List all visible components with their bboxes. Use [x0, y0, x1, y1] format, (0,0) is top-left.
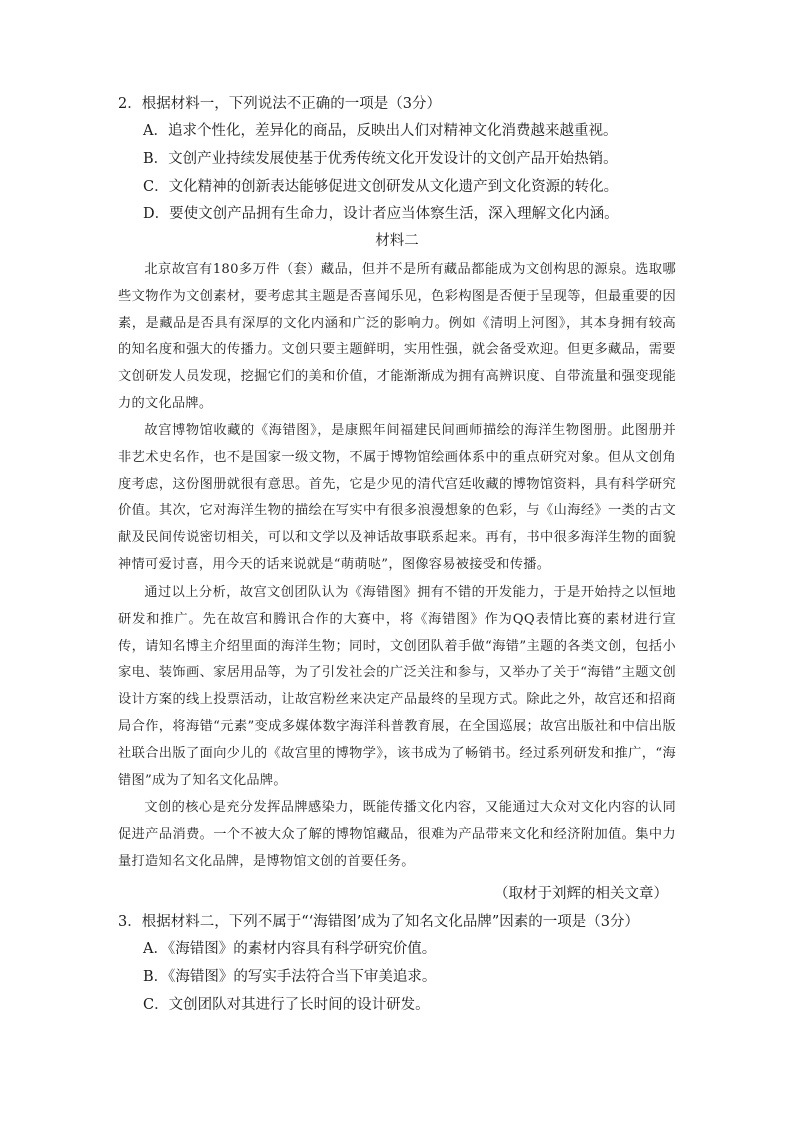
material-2-paragraph-1: 北京故宫有180多万件（套）藏品，但并不是所有藏品都能成为文创构思的源泉。选取哪些文物作为文创素材，要考虑其主题是否喜闻乐见，色彩构图是否便于呈现等，但最重要的因素，是藏品是否具有深厚的文化内涵和广泛的影响力。例如《清明上河图》，其本身拥有较高的知名度和强大的传播力。文创只要主题鲜明，实用性强，就会备受欢迎。但更多藏品，需要文创研发人员发现，挖掘它们的美和价值，才能渐渐成为拥有高辨识度、自带流量和强变现能力的文化品牌。 [118, 262, 676, 411]
material-2-paragraph-3: 通过以上分析，故宫文创团队认为《海错图》拥有不错的开发能力，于是开始持之以恒地研发和推广。先在故宫和腾讯合作的大赛中，将《海错图》作为QQ表情比赛的素材进行宣传，请知名博主介绍里面的海洋生物；同时，文创团队着手做“海错”主题的各类文创，包括小家电、装饰画、家居用品等，为了引发社会的广泛关注和参与，又举办了关于“海错”主题文创设计方案的线上投票活动，让故宫粉丝来决定产品最终的呈现方式。除此之外，故宫还和招商局合作，将海错“元素”变成多媒体数字海洋科普教育展，在全国巡展；故宫出版社和中信出版社联合出版了面向少儿的《故宫里的博物学》，该书成为了畅销书。经过系列研发和推广，“海错图”成为了知名文化品牌。 [118, 585, 676, 788]
question-2-option-b: B．文创产业持续发展使基于优秀传统文化开发设计的文创产品开始热销。 [143, 151, 618, 167]
material-2-heading: 材料二 [375, 233, 419, 249]
question-2-option-d: D．要使文创产品拥有生命力，设计者应当体察生活，深入理解文化内涵。 [143, 206, 619, 222]
material-2-source: （取材于刘辉的相关文章） [494, 886, 668, 902]
question-2-stem: 2．根据材料一，下列说法不正确的一项是（3分） [118, 96, 441, 112]
question-3-option-c: C．文创团队对其进行了长时间的设计研发。 [143, 997, 430, 1013]
question-3-stem: 3．根据材料二，下列不属于“‘海错图’成为了知名文化品牌”因素的一项是（3分） [118, 914, 639, 930]
question-2-option-a: A．追求个性化，差异化的商品，反映出人们对精神文化消费越来越重视。 [143, 123, 618, 139]
question-3-option-a: A．《海错图》的素材内容具有科学研究价值。 [143, 941, 437, 957]
material-2-paragraph-4: 文创的核心是充分发挥品牌感染力，既能传播文化内容，又能通过大众对文化内容的认同促进产品消费。一个不被大众了解的博物馆藏品，很难为产品带来文化和经济附加值。集中力量打造知名文化品牌，是博物馆文创的首要任务。 [118, 800, 676, 869]
material-2-paragraph-2: 故宫博物馆收藏的《海错图》，是康熙年间福建民间画师描绘的海洋生物图册。此图册并非艺术史名作，也不是国家一级文物，不属于博物馆绘画体系中的重点研究对象。但从文创角度考虑，这份图册就很有意思。首先，它是少见的清代宫廷收藏的博物馆资料，具有科学研究价值。其次，它对海洋生物的描绘在写实中有很多浪漫想象的色彩，与《山海经》一类的古文献及民间传说密切相关，可以和文学以及神话故事联系起来。再有，书中很多海洋生物的面貌神情可爱讨喜，用今天的话来说就是“萌萌哒”，图像容易被接受和传播。 [118, 423, 676, 572]
question-3-option-b: B．《海错图》的写实手法符合当下审美追求。 [143, 969, 437, 985]
question-2-option-c: C．文化精神的创新表达能够促进文创研发从文化遗产到文化资源的转化。 [143, 179, 619, 195]
